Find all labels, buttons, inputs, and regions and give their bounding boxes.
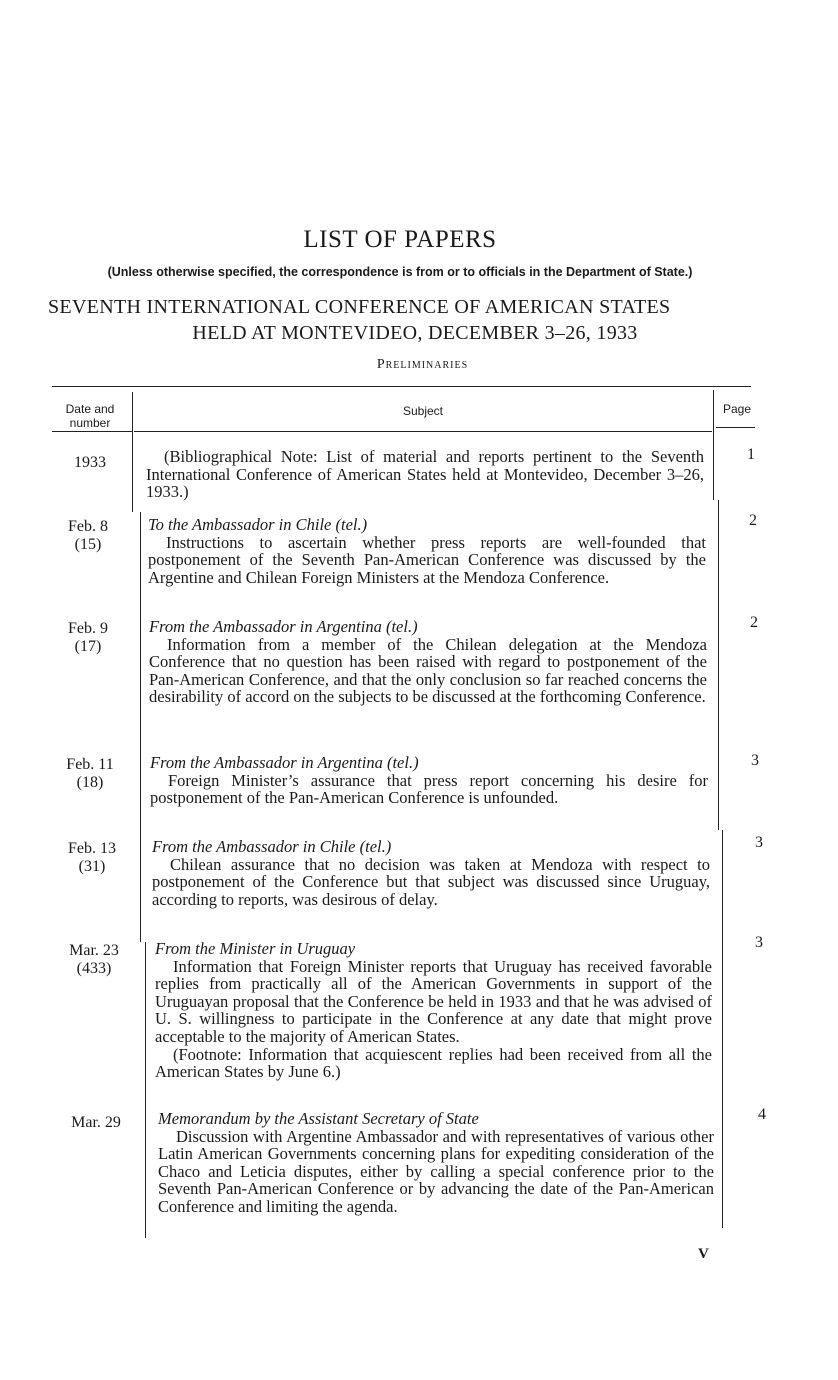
entry-page: 3 xyxy=(755,934,763,951)
conference-title-line2: HELD AT MONTEVIDEO, DECEMBER 3–26, 1933 xyxy=(192,322,638,344)
column-divider xyxy=(713,390,714,500)
entry-text: Instructions to ascertain whether press reports are well-founded that postponement of the Seventh Pan-American Conference was discussed by the Argentine and Chilean Foreign Ministers at the Mendoza Conference. xyxy=(148,532,706,587)
entry-page: 3 xyxy=(751,752,759,769)
page-title: LIST OF PAPERS xyxy=(303,226,497,253)
column-header-subject: Subject xyxy=(402,404,444,418)
entry-subject xyxy=(149,618,707,706)
column-header-page: Page xyxy=(722,402,752,416)
entry-date: Mar. 23 (433) xyxy=(69,942,119,977)
entry-date: Feb. 9 (17) xyxy=(68,620,108,655)
entry-date: 1933 xyxy=(74,454,106,471)
entry-footnote: (Footnote: Information that acquiescent replies had been received from all the American States by June 6.) xyxy=(155,1044,712,1082)
column-divider xyxy=(145,942,146,1238)
entry-page: 1 xyxy=(747,446,755,463)
entry-subject xyxy=(148,516,706,586)
entry-date: Feb. 11 (18) xyxy=(66,756,114,791)
column-divider xyxy=(140,512,141,942)
entry-heading: Memorandum by the Assistant Secretary of State xyxy=(158,1109,479,1128)
entry-heading: From the Ambassador in Argentina (tel.) xyxy=(150,753,419,772)
entry-subject xyxy=(155,940,712,1081)
section-heading: Preliminaries xyxy=(376,357,469,372)
column-divider xyxy=(722,830,723,1228)
correspondence-note: (Unless otherwise specified, the correspondence is from or to officials in the Department of State.) xyxy=(107,265,693,279)
conference-title-line1: SEVENTH INTERNATIONAL CONFERENCE OF AMERICAN STATES xyxy=(48,296,671,318)
entry-subject xyxy=(158,1110,714,1216)
entry-text: Chilean assurance that no decision was taken at Mendoza with respect to postponement of the Conference but that subject was discussed since Uruguay, according to reports, was desirous of delay. xyxy=(152,854,710,909)
entry-subject xyxy=(152,838,710,908)
header-bottom-rule xyxy=(716,427,755,428)
entry-text: Information that Foreign Minister reports that Uruguay has received favorable replies from practically all of the American Governments in support of the Uruguayan proposal that the Conference be held in 1933 and that he was advised of U. S. willingness to participate in the Conference at any date that might prove acceptable to the majority of American States. xyxy=(155,956,712,1046)
entry-heading: From the Ambassador in Chile (tel.) xyxy=(152,837,392,856)
entry-page: 3 xyxy=(755,834,763,851)
entry-text: Foreign Minister’s assurance that press report concerning his desire for postponement of the Pan-American Conference is unfounded. xyxy=(150,770,708,808)
entry-date: Mar. 29 xyxy=(71,1114,121,1131)
entry-text: Discussion with Argentine Ambassador and with representatives of various other Latin American Governments concerning plans for expediting consideration of the Chaco and Leticia disputes, either by calling a special conference prior to the Seventh Pan-American Conference or by advancing the date of the Pan-American Conference and limiting the agenda. xyxy=(158,1126,714,1216)
column-divider xyxy=(718,500,719,830)
entry-subject xyxy=(150,754,708,807)
header-bottom-rule xyxy=(52,431,132,432)
column-header-date: Date and number xyxy=(65,402,115,430)
entry-heading: From the Minister in Uruguay xyxy=(155,939,356,958)
entry-text: Information from a member of the Chilean delegation at the Mendoza Conference that no question has been raised with regard to postponement of the Pan-American Conference, and that the only conclusion so far reached concerns the desirability of accord on the subjects to be discussed at the forthcoming Conference. xyxy=(149,634,707,707)
entry-page: 2 xyxy=(749,512,757,529)
entry-date: Feb. 13 (31) xyxy=(68,840,116,875)
entry-heading: From the Ambassador in Argentina (tel.) xyxy=(149,617,418,636)
entry-heading: To the Ambassador in Chile (tel.) xyxy=(148,515,368,534)
entry-page: 2 xyxy=(750,614,758,631)
entry-subject xyxy=(146,448,704,501)
header-bottom-rule xyxy=(134,431,712,432)
entry-date: Feb. 8 (15) xyxy=(68,518,108,553)
entry-text: (Bibliographical Note: List of material and reports pertinent to the Seventh International Conference of American States held at Montevideo, December 3–26, 1933.) xyxy=(146,447,704,502)
page-number: V xyxy=(698,1246,709,1262)
table-top-rule xyxy=(52,386,751,387)
column-divider xyxy=(132,392,133,512)
entry-page: 4 xyxy=(758,1106,766,1123)
